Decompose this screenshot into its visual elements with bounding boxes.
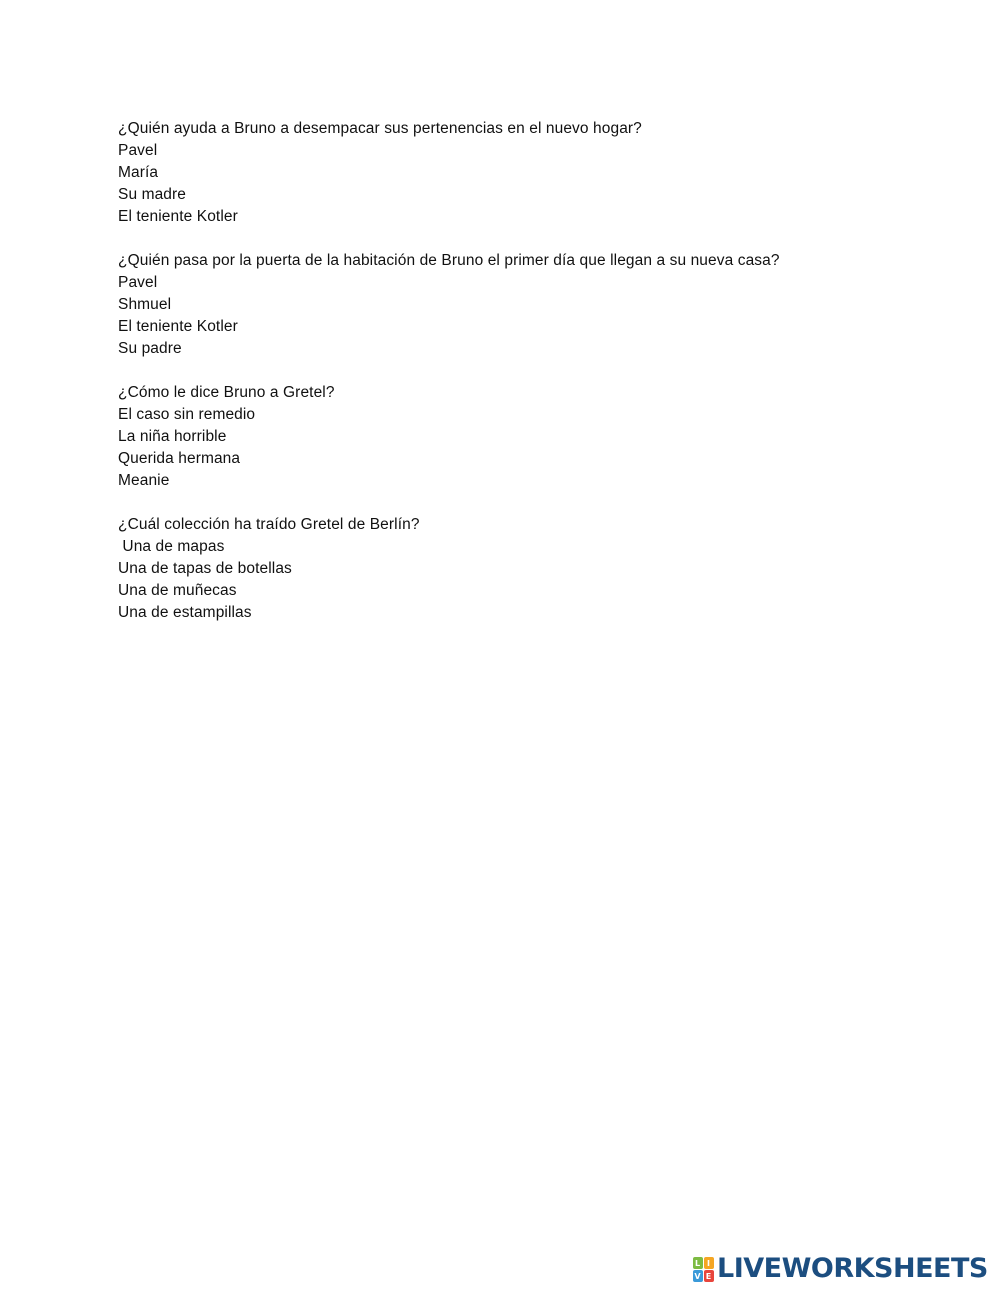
answer-option: Su padre bbox=[118, 340, 182, 357]
answer-option: Pavel bbox=[118, 274, 158, 291]
question-1 bbox=[118, 118, 938, 228]
answer-option: Su madre bbox=[118, 186, 186, 203]
question-3 bbox=[118, 382, 938, 492]
worksheet-content bbox=[118, 118, 938, 646]
question-text: ¿Quién ayuda a Bruno a desempacar sus pertenencias en el nuevo hogar? bbox=[118, 120, 642, 137]
question-text: ¿Quién pasa por la puerta de la habitación de Bruno el primer día que llegan a su nueva casa? bbox=[118, 252, 780, 269]
answer-option: María bbox=[118, 164, 159, 181]
answer-option: Una de mapas bbox=[118, 538, 225, 555]
answer-option: Una de muñecas bbox=[118, 582, 237, 599]
answer-option: El teniente Kotler bbox=[118, 318, 238, 335]
answer-option: Meanie bbox=[118, 472, 170, 489]
question-4 bbox=[118, 514, 938, 624]
logo-mark-letter: V bbox=[694, 1271, 701, 1281]
answer-option: El caso sin remedio bbox=[118, 406, 256, 423]
answer-option: El teniente Kotler bbox=[118, 208, 238, 225]
logo-text: LIVEWORKSHEETS bbox=[717, 1253, 988, 1284]
answer-option: Querida hermana bbox=[118, 450, 241, 467]
answer-option: Una de tapas de botellas bbox=[118, 560, 292, 577]
answer-option: La niña horrible bbox=[118, 428, 227, 445]
liveworksheets-logo-icon bbox=[692, 1256, 714, 1282]
liveworksheets-logo bbox=[692, 1254, 988, 1284]
logo-mark-letter: L bbox=[693, 1257, 703, 1269]
question-2 bbox=[118, 250, 938, 360]
logo-mark-letter: E bbox=[704, 1270, 714, 1282]
question-text: ¿Cómo le dice Bruno a Gretel? bbox=[118, 384, 335, 401]
answer-option: Shmuel bbox=[118, 296, 172, 313]
logo-mark-letter: I bbox=[704, 1257, 714, 1269]
answer-option: Una de estampillas bbox=[118, 604, 252, 621]
question-text: ¿Cuál colección ha traído Gretel de Berlín? bbox=[118, 516, 420, 533]
answer-option: Pavel bbox=[118, 142, 158, 159]
